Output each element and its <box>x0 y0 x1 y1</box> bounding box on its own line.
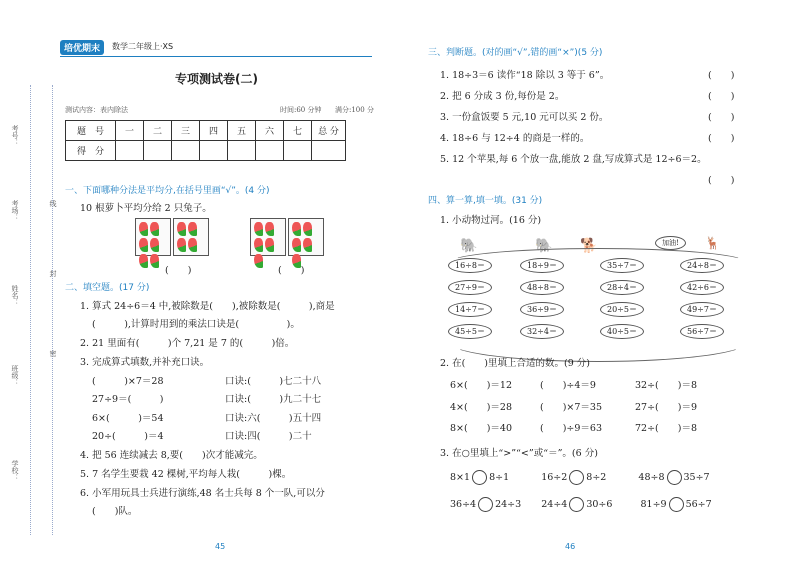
compare-circle[interactable] <box>569 497 584 512</box>
side-mark-seal: 封 <box>49 270 57 277</box>
compare-circle[interactable] <box>569 470 584 485</box>
compare-left: 8×1 <box>450 472 471 483</box>
page-title: 专项测试卷(二) <box>175 72 258 86</box>
compare-right: 8÷2 <box>586 472 607 483</box>
score-cell[interactable] <box>172 141 200 161</box>
compare-left: 24÷4 <box>541 499 568 510</box>
table-cell: 四 <box>200 121 228 141</box>
fill-cell: ( )÷9＝63 <box>540 423 603 434</box>
compare-left: 36÷4 <box>450 499 477 510</box>
judge-paren[interactable]: ( ) <box>708 112 735 123</box>
table-cell: 一 <box>116 121 144 141</box>
compare-right: 35÷7 <box>683 472 710 483</box>
carrot-box <box>250 218 286 256</box>
judge-item-3: 3. 一份盒饭要 5 元,10 元可以买 2 份。 <box>440 112 609 123</box>
fill-q3-eq: 20÷( )＝4 <box>92 431 164 442</box>
fill-q4: 4. 把 56 连续减去 8,要( )次才能减完。 <box>80 450 263 461</box>
fill-cell: 32÷( )＝8 <box>635 380 698 391</box>
compare-left: 16÷2 <box>541 472 568 483</box>
animal-icons: 🐘 <box>460 238 478 254</box>
fill-q3-eq: ( )×7＝28 <box>92 376 164 387</box>
judge-item-5: 5. 12 个苹果,每 6 个放一盘,能放 2 盘,写成算式是 12÷6＝2。 <box>440 154 707 165</box>
fill-q3-rhyme: 口诀:( )七二十八 <box>225 376 322 387</box>
stone-equation[interactable]: 35÷7＝ <box>600 258 644 273</box>
animal-icons: 🦌 <box>705 236 720 250</box>
score-cell[interactable] <box>228 141 256 161</box>
judge-paren[interactable]: ( ) <box>708 91 735 102</box>
cheer-bubble: 加油! <box>655 236 686 250</box>
judge-item-1: 1. 18÷3＝6 读作“18 除以 3 等于 6”。 <box>440 70 610 81</box>
score-table <box>65 120 346 161</box>
rabbit-group-a <box>135 218 209 256</box>
fill-q3-eq: 6×( )＝54 <box>92 413 164 424</box>
animal-icons: 🐕 <box>580 238 598 254</box>
table-cell: 二 <box>144 121 172 141</box>
compare-circle[interactable] <box>667 470 682 485</box>
score-table-score-row <box>66 141 346 161</box>
fill-cell: 6×( )＝12 <box>450 380 513 391</box>
stone-equation[interactable]: 14÷7＝ <box>448 302 492 317</box>
test-time: 时间:60 分钟 <box>280 106 322 114</box>
compare-right: 30÷6 <box>586 499 613 510</box>
score-table-header-row <box>66 121 346 141</box>
brand-logo: 培优期末 <box>60 40 104 55</box>
fill-cell: ( )÷4＝9 <box>540 380 596 391</box>
stone-equation[interactable]: 56÷7＝ <box>680 324 724 339</box>
fill-q2: 2. 21 里面有( )个 7,21 是 7 的( )倍。 <box>80 338 295 349</box>
compare-right: 24÷3 <box>495 499 522 510</box>
fill-q3-rhyme: 口诀:四( )二十 <box>225 431 312 442</box>
rabbit-group-b <box>250 218 324 256</box>
table-cell: 三 <box>172 121 200 141</box>
fill-q1-cont: ( ),计算时用到的乘法口诀是( )。 <box>92 319 300 330</box>
stone-equation[interactable]: 24÷8＝ <box>680 258 724 273</box>
side-label-class: 班级： <box>11 365 19 386</box>
test-full-score: 满分:100 分 <box>335 106 374 114</box>
fill-q3: 3. 完成算式填数,并补充口诀。 <box>80 357 210 368</box>
header-rule <box>60 56 372 57</box>
judge-item-2: 2. 把 6 分成 3 份,每份是 2。 <box>440 91 565 102</box>
fill-q6-cont: ( )队。 <box>92 506 138 517</box>
section-1-question: 10 根萝卜平均分给 2 只兔子。 <box>80 203 212 214</box>
side-label-name: 姓名： <box>11 285 19 306</box>
side-mark-line: 线 <box>49 200 57 207</box>
stone-equation[interactable]: 45÷5＝ <box>448 324 492 339</box>
stone-equation[interactable]: 32÷4＝ <box>520 324 564 339</box>
fill-q3-eq: 27÷9＝( ) <box>92 394 164 405</box>
binding-line <box>30 85 31 535</box>
stone-equation[interactable]: 36÷9＝ <box>520 302 564 317</box>
judge-paren[interactable]: ( ) <box>708 175 735 186</box>
score-cell[interactable] <box>200 141 228 161</box>
compare-left: 81÷9 <box>640 499 667 510</box>
compare-circle[interactable] <box>669 497 684 512</box>
side-label-school: 学校： <box>11 460 19 481</box>
fill-cell: 72÷( )＝8 <box>635 423 698 434</box>
answer-paren-a[interactable]: ( ) <box>165 265 192 276</box>
fill-q1: 1. 算式 24÷6＝4 中,被除数是( ),被除数是( ),商是 <box>80 301 335 312</box>
stone-equation[interactable]: 42÷6＝ <box>680 280 724 295</box>
table-cell: 五 <box>228 121 256 141</box>
compare-right: 56÷7 <box>685 499 712 510</box>
calc-q3: 3. 在○里填上“>”“<”或“＝”。(6 分) <box>440 448 598 459</box>
table-cell: 题 号 <box>66 121 116 141</box>
stone-equation[interactable]: 49÷7＝ <box>680 302 724 317</box>
calc-q2: 2. 在( )里填上合适的数。(9 分) <box>440 358 590 369</box>
stone-equation[interactable]: 18÷9＝ <box>520 258 564 273</box>
test-content: 测试内容：表内除法 <box>65 106 128 114</box>
stone-equation[interactable]: 20÷5＝ <box>600 302 644 317</box>
fill-cell: 4×( )＝28 <box>450 402 513 413</box>
page-number: 46 <box>565 542 576 551</box>
binding-line <box>52 85 53 535</box>
section-4-heading: 四、算一算,填一填。(31 分) <box>428 196 543 206</box>
section-2-heading: 二、填空题。(17 分) <box>65 283 150 293</box>
fill-cell: 27÷( )＝9 <box>635 402 698 413</box>
compare-row-1 <box>450 470 710 485</box>
answer-paren-b[interactable]: ( ) <box>278 265 305 276</box>
animal-icons: 🐘 <box>535 238 553 254</box>
compare-circle[interactable] <box>478 497 493 512</box>
brand-subtitle: 数学二年级上·XS <box>112 42 174 51</box>
table-cell: 总 分 <box>312 121 346 141</box>
score-cell[interactable] <box>144 141 172 161</box>
stone-equation[interactable]: 27÷9＝ <box>448 280 492 295</box>
fill-q5: 5. 7 名学生要栽 42 棵树,平均每人栽( )棵。 <box>80 469 292 480</box>
section-3-heading: 三、判断题。(对的画“√”,错的画“×”)(5 分) <box>428 48 603 58</box>
score-cell[interactable] <box>284 141 312 161</box>
stone-equation[interactable]: 40÷5＝ <box>600 324 644 339</box>
table-cell: 得 分 <box>66 141 116 161</box>
judge-paren[interactable]: ( ) <box>708 70 735 81</box>
score-cell[interactable] <box>256 141 284 161</box>
side-label-exam-no: 考号： <box>11 125 19 146</box>
fill-q3-rhyme: 口诀:( )九二十七 <box>225 394 322 405</box>
table-cell: 六 <box>256 121 284 141</box>
judge-item-4: 4. 18÷6 与 12÷4 的商是一样的。 <box>440 133 590 144</box>
compare-row-2 <box>450 497 712 512</box>
compare-right: 8÷1 <box>489 472 510 483</box>
side-label-exam-room: 考场： <box>11 200 19 221</box>
carrot-box <box>288 218 324 256</box>
table-cell: 七 <box>284 121 312 141</box>
carrot-box <box>135 218 171 256</box>
compare-left: 48÷8 <box>638 472 665 483</box>
stone-equation[interactable]: 16÷8＝ <box>448 258 492 273</box>
section-1-heading: 一、下面哪种分法是平均分,在括号里画“√”。(4 分) <box>65 186 270 196</box>
score-cell[interactable] <box>312 141 346 161</box>
carrot-box <box>173 218 209 256</box>
compare-circle[interactable] <box>472 470 487 485</box>
fill-cell: 8×( )＝40 <box>450 423 513 434</box>
calc-q1: 1. 小动物过河。(16 分) <box>440 215 542 226</box>
fill-q3-rhyme: 口诀:六( )五十四 <box>225 413 322 424</box>
fill-q6: 6. 小军用玩具士兵进行演练,48 名士兵每 8 个一队,可以分 <box>80 488 325 499</box>
stone-equation[interactable]: 28÷4＝ <box>600 280 644 295</box>
fill-cell: ( )×7＝35 <box>540 402 603 413</box>
page-number: 45 <box>215 542 226 551</box>
score-cell[interactable] <box>116 141 144 161</box>
side-mark-secret: 密 <box>49 350 57 357</box>
stone-equation[interactable]: 48÷8＝ <box>520 280 564 295</box>
judge-paren[interactable]: ( ) <box>708 133 735 144</box>
